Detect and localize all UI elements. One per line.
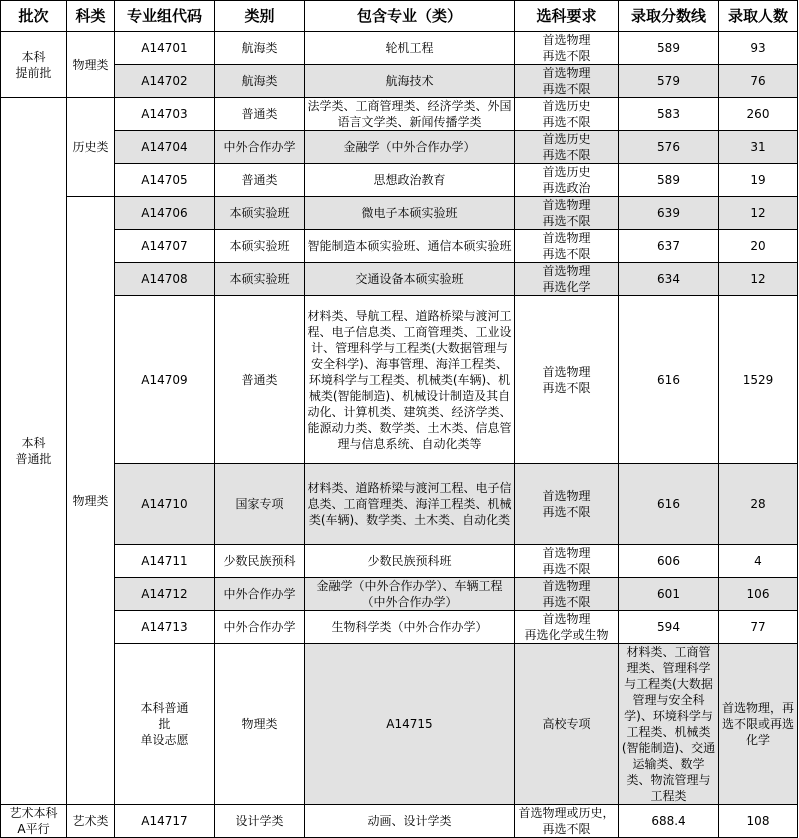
code-cell: A14711 — [115, 545, 215, 578]
score-cell: 616 — [619, 296, 719, 464]
category-cell: 高校专项 — [515, 644, 619, 805]
count-cell: 77 — [719, 611, 798, 644]
count-cell: 28 — [719, 464, 798, 545]
code-cell: A14701 — [115, 32, 215, 65]
header-requirement: 选科要求 — [515, 1, 619, 32]
code-cell: A14717 — [115, 805, 215, 838]
requirement-cell: 首选历史 再选政治 — [515, 164, 619, 197]
category-cell: 设计学类 — [215, 805, 305, 838]
table-row — [1, 131, 798, 164]
majors-cell: 微电子本硕实验班 — [305, 197, 515, 230]
requirement-cell: 首选物理，再选不限或再选化学 — [719, 644, 798, 805]
score-cell: 589 — [619, 164, 719, 197]
table-row — [1, 263, 798, 296]
category-cell: 本硕实验班 — [215, 230, 305, 263]
code-cell: A14712 — [115, 578, 215, 611]
majors-cell: 思想政治教育 — [305, 164, 515, 197]
table-row — [1, 296, 798, 464]
category-cell: 普通类 — [215, 296, 305, 464]
requirement-cell: 首选物理 再选化学 — [515, 263, 619, 296]
count-cell: 1529 — [719, 296, 798, 464]
count-cell: 93 — [719, 32, 798, 65]
majors-cell: 材料类、导航工程、道路桥梁与渡河工程、电子信息类、工商管理类、工业设计、管理科学与工程类(大数据管理与安全科学)、海事管理、海洋工程类、环境科学与工程类、机械类(车辆)、机械类(智能制造)、机械设计制造及其自动化、计算机类、建筑类、经济学类、能源动力类、数学类、土木类、信息管理与信息系统、自动化类等 — [305, 296, 515, 464]
score-cell: 589 — [619, 32, 719, 65]
category-cell: 航海类 — [215, 32, 305, 65]
table-row — [1, 464, 798, 545]
count-cell: 106 — [719, 578, 798, 611]
code-cell: A14709 — [115, 296, 215, 464]
requirement-cell: 首选物理 再选不限 — [515, 197, 619, 230]
code-cell: A14703 — [115, 98, 215, 131]
requirement-cell: 首选物理 再选不限 — [515, 578, 619, 611]
requirement-cell: 首选物理或历史，再选不限 — [515, 805, 619, 838]
count-cell: 4 — [719, 545, 798, 578]
header-count: 录取人数 — [719, 1, 798, 32]
subject-cell: 艺术类 — [67, 805, 115, 838]
count-cell: 31 — [719, 131, 798, 164]
table-row — [1, 578, 798, 611]
requirement-cell: 首选历史 再选不限 — [515, 98, 619, 131]
requirement-cell: 首选物理 再选不限 — [515, 230, 619, 263]
majors-cell: 智能制造本硕实验班、通信本硕实验班 — [305, 230, 515, 263]
score-cell: 579 — [619, 65, 719, 98]
count-cell: 76 — [719, 65, 798, 98]
code-cell: A14705 — [115, 164, 215, 197]
requirement-cell: 首选物理 再选不限 — [515, 296, 619, 464]
batch-cell: 本科 提前批 — [1, 32, 67, 98]
category-cell: 国家专项 — [215, 464, 305, 545]
requirement-cell: 首选物理 再选不限 — [515, 464, 619, 545]
category-cell: 中外合作办学 — [215, 578, 305, 611]
requirement-cell: 首选物理 再选不限 — [515, 32, 619, 65]
header-batch: 批次 — [1, 1, 67, 32]
header-subject: 科类 — [67, 1, 115, 32]
count-cell: 19 — [719, 164, 798, 197]
header-category: 类别 — [215, 1, 305, 32]
category-cell: 少数民族预科 — [215, 545, 305, 578]
majors-cell: 金融学（中外合作办学）、车辆工程（中外合作办学） — [305, 578, 515, 611]
category-cell: 本硕实验班 — [215, 197, 305, 230]
score-cell: 576 — [619, 131, 719, 164]
batch-cell: 本科 普通批 — [1, 98, 67, 805]
requirement-cell: 首选历史 再选不限 — [515, 131, 619, 164]
code-cell: A14706 — [115, 197, 215, 230]
count-cell: 12 — [719, 263, 798, 296]
subject-cell: 物理类 — [215, 644, 305, 805]
batch-cell: 本科普通 批 单设志愿 — [115, 644, 215, 805]
code-cell: A14715 — [305, 644, 515, 805]
subject-cell: 物理类 — [67, 197, 115, 805]
batch-cell: 艺术本科 A平行 — [1, 805, 67, 838]
count-cell: 260 — [719, 98, 798, 131]
code-cell: A14707 — [115, 230, 215, 263]
count-cell: 12 — [719, 197, 798, 230]
header-majors: 包含专业（类） — [305, 1, 515, 32]
majors-cell: 法学类、工商管理类、经济学类、外国语言文学类、新闻传播学类 — [305, 98, 515, 131]
code-cell: A14713 — [115, 611, 215, 644]
table-row — [1, 98, 798, 131]
score-cell: 639 — [619, 197, 719, 230]
score-cell: 601 — [619, 578, 719, 611]
majors-cell: 轮机工程 — [305, 32, 515, 65]
table-row — [1, 611, 798, 644]
code-cell: A14702 — [115, 65, 215, 98]
category-cell: 中外合作办学 — [215, 611, 305, 644]
score-cell: 606 — [619, 545, 719, 578]
requirement-cell: 首选物理 再选不限 — [515, 65, 619, 98]
table-row — [1, 805, 798, 838]
score-cell: 616 — [619, 464, 719, 545]
score-cell: 583 — [619, 98, 719, 131]
table-row — [1, 197, 798, 230]
score-cell: 594 — [619, 611, 719, 644]
count-cell: 108 — [719, 805, 798, 838]
table-row — [1, 65, 798, 98]
score-cell: 688.4 — [619, 805, 719, 838]
category-cell: 中外合作办学 — [215, 131, 305, 164]
majors-cell: 金融学（中外合作办学） — [305, 131, 515, 164]
table-row — [1, 164, 798, 197]
table-row — [1, 545, 798, 578]
majors-cell: 动画、设计学类 — [305, 805, 515, 838]
header-group-code: 专业组代码 — [115, 1, 215, 32]
majors-cell: 生物科学类（中外合作办学） — [305, 611, 515, 644]
score-cell: 637 — [619, 230, 719, 263]
subject-cell: 历史类 — [67, 98, 115, 197]
majors-cell: 交通设备本硕实验班 — [305, 263, 515, 296]
category-cell: 本硕实验班 — [215, 263, 305, 296]
code-cell: A14710 — [115, 464, 215, 545]
table-row — [1, 32, 798, 65]
header-row — [1, 1, 798, 32]
category-cell: 普通类 — [215, 164, 305, 197]
requirement-cell: 首选物理 再选化学或生物 — [515, 611, 619, 644]
header-min-score: 录取分数线 — [619, 1, 719, 32]
table-row — [1, 230, 798, 263]
category-cell: 航海类 — [215, 65, 305, 98]
table-row — [1, 644, 798, 805]
count-cell: 20 — [719, 230, 798, 263]
majors-cell: 航海技术 — [305, 65, 515, 98]
category-cell: 普通类 — [215, 98, 305, 131]
code-cell: A14708 — [115, 263, 215, 296]
code-cell: A14704 — [115, 131, 215, 164]
majors-cell: 材料类、道路桥梁与渡河工程、电子信息类、工商管理类、海洋工程类、机械类(车辆)、数学类、土木类、自动化类 — [305, 464, 515, 545]
majors-cell: 少数民族预科班 — [305, 545, 515, 578]
requirement-cell: 首选物理 再选不限 — [515, 545, 619, 578]
score-cell: 634 — [619, 263, 719, 296]
subject-cell: 物理类 — [67, 32, 115, 98]
majors-cell: 材料类、工商管理类、管理科学与工程类(大数据管理与安全科学)、环境科学与工程类、机械类(智能制造)、交通运输类、数学类、物流管理与工程类 — [619, 644, 719, 805]
